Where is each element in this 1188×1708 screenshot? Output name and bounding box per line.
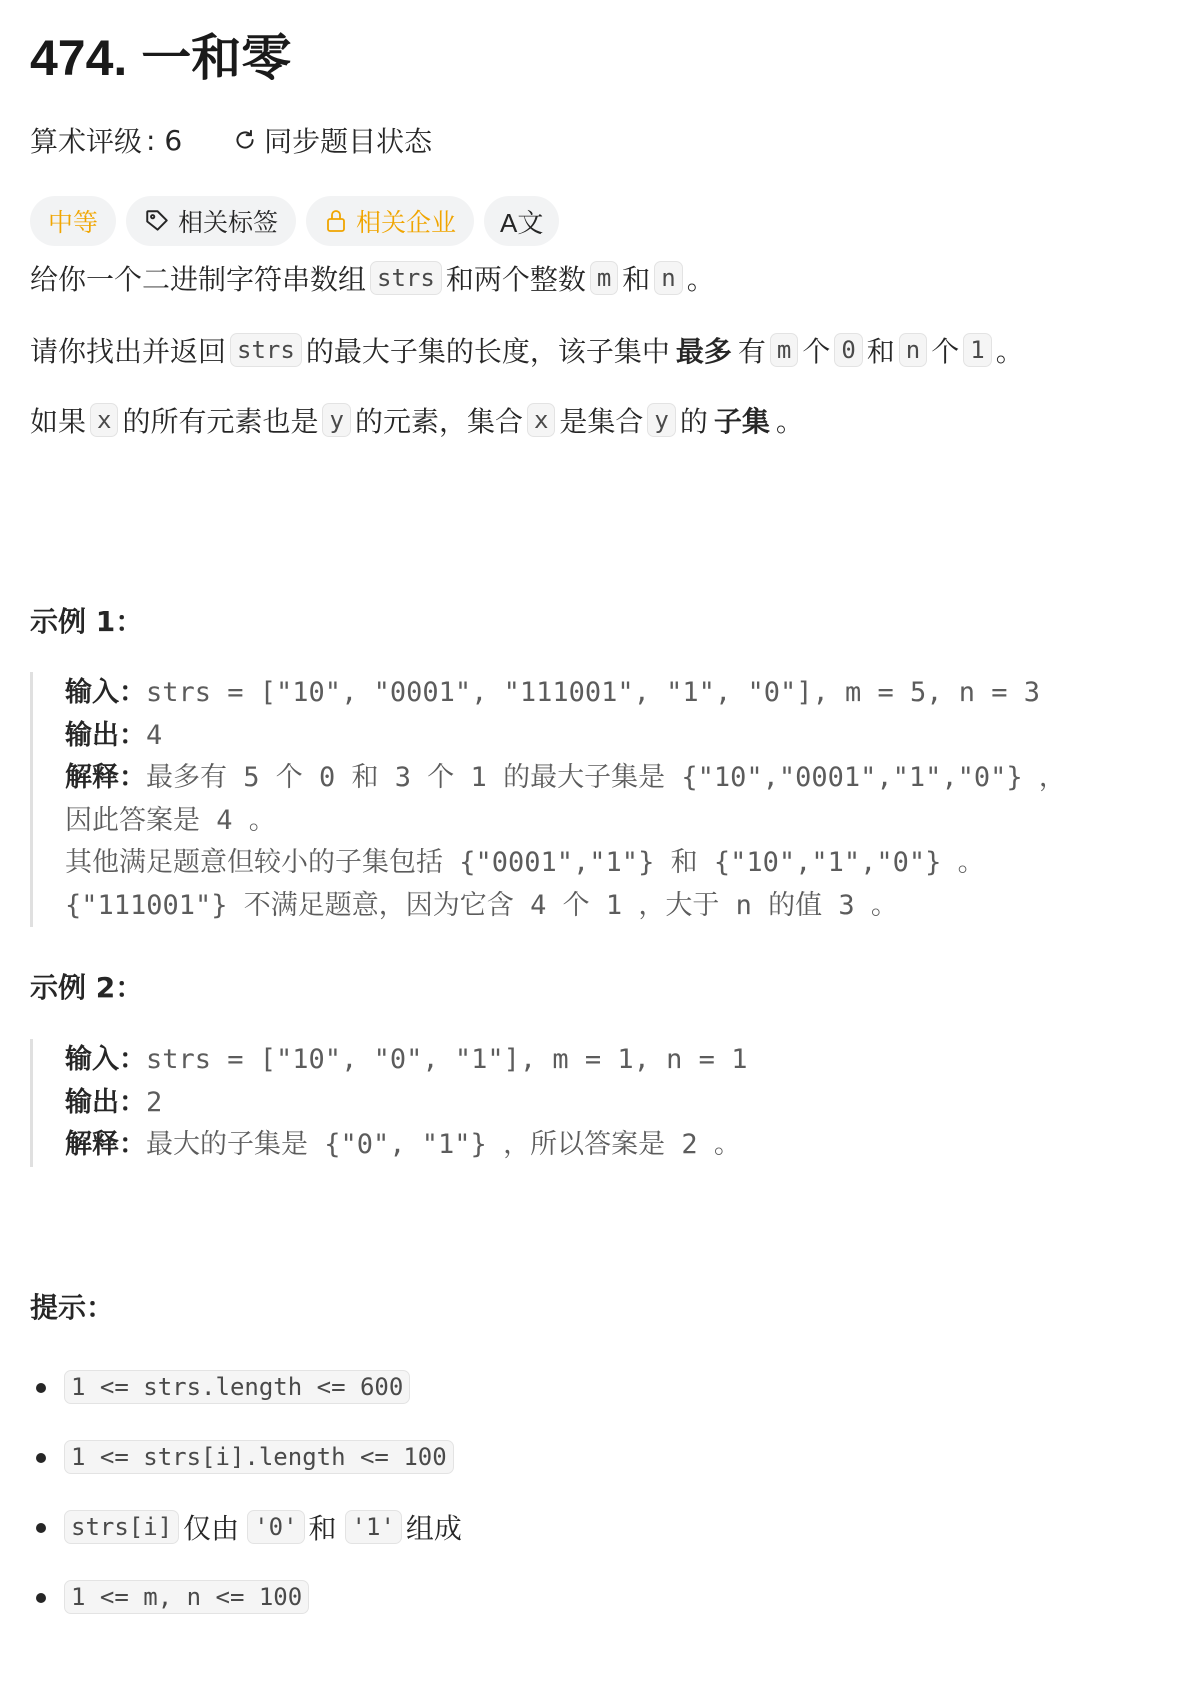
- tag-icon: [144, 208, 170, 234]
- refresh-icon: [232, 127, 258, 153]
- related-topics-button[interactable]: [126, 196, 296, 246]
- bullet-icon: [36, 1383, 46, 1393]
- bullet-icon: [36, 1453, 46, 1463]
- related-companies-label: 相关企业: [356, 208, 457, 237]
- example-2-title: 示例 2：: [30, 971, 144, 1004]
- related-companies-button[interactable]: [306, 196, 474, 246]
- hints-title: 提示：: [30, 1291, 115, 1324]
- bullet-icon: [36, 1593, 46, 1603]
- rating-value: : 6: [146, 123, 183, 157]
- sync-status-button[interactable]: [232, 120, 432, 160]
- difficulty-badge: 中等: [30, 196, 116, 246]
- sync-status-label: 同步题目状态: [264, 125, 433, 158]
- problem-meta: [30, 120, 432, 160]
- constraint-item: 1 <= strs.length <= 600: [30, 1352, 462, 1422]
- constraint-item: 1 <= m, n <= 100: [30, 1562, 462, 1632]
- tag-bar: [30, 196, 559, 246]
- translate-icon: A文: [500, 207, 544, 238]
- rating-label: 算术评级: [30, 125, 143, 158]
- example-1-block: 输入：strs = ["10", "0001", "111001", "1", "0"], m = 5, n = 3 输出：4 解释：最多有 5 个 0 和 3 个 1 的最大子集是 {"10","0001","1","0"} ， 因此答案是 4 。 其他满足题意但较小的子集包括 {"0001","1"} 和 {"10","1","0"} 。 {"111001"} 不满足题意，因为它含 4 个 1 ，大于 n 的值 3 。: [30, 672, 1066, 927]
- related-topics-label: 相关标签: [178, 208, 279, 237]
- constraint-item: strs[i] 仅由 '0' 和 '1' 组成: [30, 1492, 462, 1562]
- description-p3: 如果 x 的所有元素也是 y 的元素，集合 x 是集合 y 的 子集 。: [30, 405, 804, 438]
- constraints-list: [30, 1352, 462, 1632]
- example-1-title: 示例 1：: [30, 605, 144, 638]
- translate-button[interactable]: [484, 196, 559, 246]
- problem-title: 474. 一和零: [30, 30, 292, 86]
- description-p2: 请你找出并返回 strs 的最大子集的长度，该子集中 最多 有 m 个 0 和 n 个 1 。: [30, 335, 1024, 368]
- lock-icon: [324, 208, 348, 234]
- bullet-icon: [36, 1523, 46, 1533]
- example-2-block: 输入：strs = ["10", "0", "1"], m = 1, n = 1 输出：2 解释：最大的子集是 {"0", "1"} ，所以答案是 2 。: [30, 1039, 747, 1167]
- description-p1: 给你一个二进制字符串数组 strs 和两个整数 m 和 n 。: [30, 263, 715, 296]
- constraint-item: 1 <= strs[i].length <= 100: [30, 1422, 462, 1492]
